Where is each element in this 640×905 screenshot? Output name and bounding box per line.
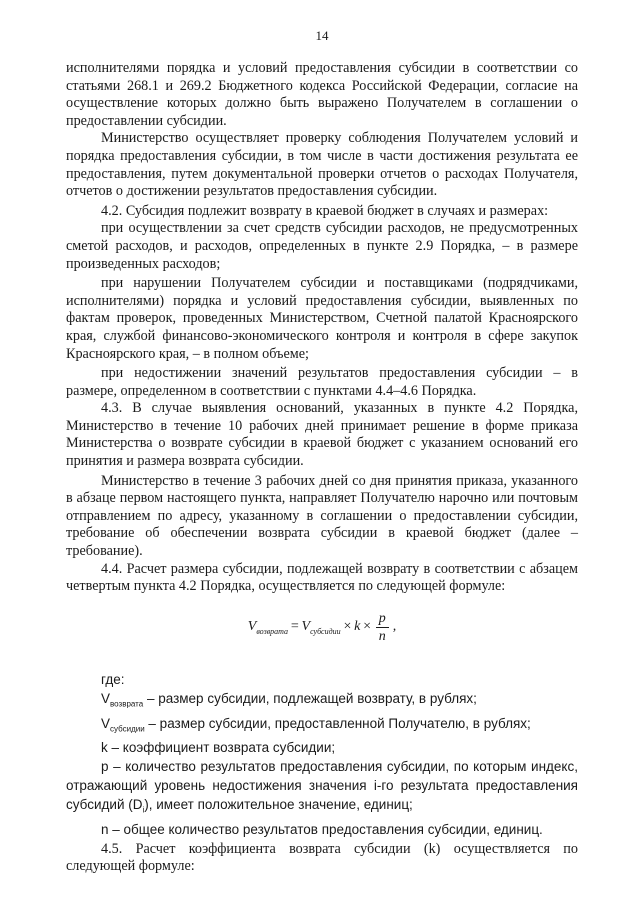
formula-comma: ,	[392, 619, 397, 635]
formula-times: ×	[362, 619, 372, 635]
paragraph-2: Министерство осуществляет проверку соблюдения Получателем условий и порядка предоставления субсидии, в том числе в части достижения результата ее предоставления, путем документальной проверки отчетов о расходах Получателя, отчетов о достижении результатов предоставления субсидии.	[66, 130, 578, 200]
paragraph-5: при нарушении Получателем субсидии и поставщиками (подрядчиками, исполнителями) порядка и условий предоставления субсидии, выявленных по фактам проверок, проведенных Министерством, Счетной палатой Красноярского края, службой финансово-экономического контроля и контроля в сфере закупок Красноярского края, – в полном объеме;	[66, 275, 578, 362]
definition-p: p – количество результатов предоставления субсидии, по которым индекс, отражающий уровень недостижения значения i-го результата предоставления субсидий $(D_i)$, имеет положительное значение, единиц;	[66, 759, 578, 815]
formula-fraction: $\frac{p}{n}$	[376, 610, 389, 645]
paragraph-6: при недостижении значений результатов предоставления субсидии – в размере, определенном в соответствии с пунктами 4.4–4.6 Порядка.	[66, 365, 578, 399]
paragraph-4: при осуществлении за счет средств субсидии расходов, не предусмотренных сметой расходов, и расходов, определенных в пункте 2.9 Порядка, – в размере произведенных расходов;	[66, 220, 578, 272]
paragraph-3: 4.2. Субсидия подлежит возврату в краевой бюджет в случаях и размерах:	[101, 202, 549, 219]
where-label: где:	[101, 671, 125, 687]
formula-k: k	[354, 619, 361, 635]
definition-n: n – общее количество результатов предоставления субсидии, единиц.	[101, 821, 543, 837]
paragraph-1: исполнителями порядка и условий предоставления субсидии в соответствии со статьями 268.1 и 269.2 Бюджетного кодекса Российской Федерации, согласие на осуществление которых должно быть выражено Получателем в соглашении о предоставлении субсидии.	[66, 60, 578, 129]
formula-lhs: $V_{возврата}$	[247, 618, 289, 636]
paragraph-7: 4.3. В случае выявления оснований, указанных в пункте 4.2 Порядка, Министерство в течение 10 рабочих дней принимает решение в форме приказа Министерства о возврате субсидии в краевой бюджет с указанием оснований его принятия и размера возврата субсидии.	[66, 400, 578, 470]
definition-v-return: $V_{возврата}$ – размер субсидии, подлежащей возврату, в рублях;	[101, 690, 477, 709]
paragraph-8: Министерство в течение 3 рабочих дней со дня принятия приказа, указанного в абзаце первом настоящего пункта, направляет Получателю нарочно или почтовым отправлением по адресу, указанному в соглашении о предоставлении субсидии, требование об обеспечении возврата субсидии в краевой бюджет (далее – требование).	[66, 472, 578, 560]
definition-v-subsidy: $V_{субсидии}$ – размер субсидии, предоставленной Получателю, в рублях;	[101, 715, 531, 734]
paragraph-9: 4.4. Расчет размера субсидии, подлежащей возврату в соответствии с абзацем четвертым пункта 4.2 Порядка, осуществляется по следующей формуле:	[66, 560, 578, 595]
paragraph-last: 4.5. Расчет коэффициента возврата субсидии (k) осуществляется по следующей формуле:	[66, 840, 578, 875]
page-number: 14	[315, 28, 329, 43]
formula-times: ×	[342, 619, 353, 635]
formula-v-subsidy: $V_{субсидии}$	[301, 618, 341, 636]
formula-equals: =	[290, 619, 300, 635]
definition-k: k – коэффициент возврата субсидии;	[101, 740, 336, 756]
return-formula	[66, 610, 578, 654]
